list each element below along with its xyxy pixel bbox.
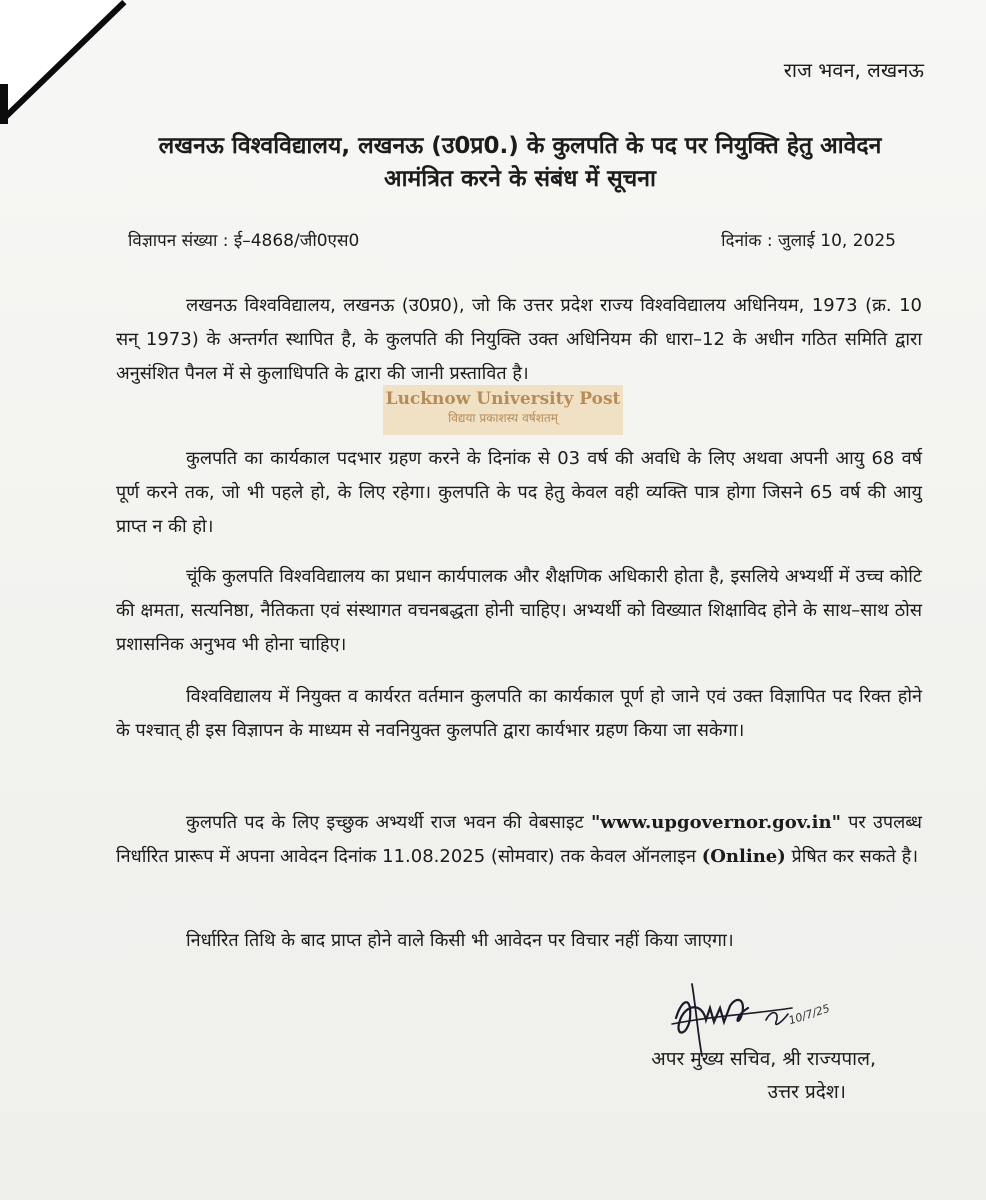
website-link[interactable]: "www.upgovernor.gov.in" xyxy=(590,812,841,833)
paragraph-text: कुलपति पद के लिए इच्छुक अभ्यर्थी राज भवन की वेबसाइट xyxy=(186,812,584,833)
signature-date: 10/7/25 xyxy=(787,1001,832,1028)
paragraph-text: कुलपति का कार्यकाल पदभार ग्रहण करने के दिनांक से 03 वर्ष की अवधि के लिए अथवा अपनी आयु 68 वर्ष पूर्ण करने तक, जो भी पहले हो, के लिए रहेगा। कुलपति के पद हेतु केवल वही व्यक्ति पात्र होगा जिसने 65 वर्ष की आयु प्राप्त न की हो। xyxy=(116,448,922,537)
online-label: (Online) xyxy=(701,846,786,867)
advertisement-number: विज्ञापन संख्या : ई–4868/जी0एस0 xyxy=(128,231,360,251)
paragraph-qualities xyxy=(116,560,922,662)
paragraph-text: पर उपलब्ध निर्धारित प्रारूप में अपना आवेदन दिनांक 11.08.2025 (सोमवार) तक केवल ऑनलाइन xyxy=(116,812,922,867)
paragraph-university-act xyxy=(116,289,922,391)
signatory-title: अपर मुख्य सचिव, श्री राज्यपाल, xyxy=(651,1048,876,1070)
watermark-logo xyxy=(383,385,623,435)
title-line-1: लखनऊ विश्वविद्यालय, लखनऊ (उ0प्र0.) के कुलपति के पद पर नियुक्ति हेतु आवेदन xyxy=(158,133,882,159)
issuing-place: राज भवन, लखनऊ xyxy=(783,58,924,82)
paragraph-text: विश्वविद्यालय में नियुक्त व कार्यरत वर्तमान कुलपति का कार्यकाल पूर्ण हो जाने एवं उक्त विज्ञापित पद रिक्त होने के पश्चात् ही इस विज्ञापन के माध्यम से नवनियुक्त कुलपति द्वारा कार्यभार ग्रहण किया जा सकेगा। xyxy=(116,686,922,741)
notice-title xyxy=(120,130,920,196)
title-line-2: आमंत्रित करने के संबंध में सूचना xyxy=(383,166,656,192)
paragraph-application xyxy=(116,806,922,874)
paragraph-vacancy xyxy=(116,680,922,748)
corner-shadow-edge xyxy=(0,84,8,124)
paragraph-text: प्रेषित कर सकते है। xyxy=(791,846,919,867)
paragraph-tenure xyxy=(116,442,922,544)
paragraph-text: लखनऊ विश्वविद्यालय, लखनऊ (उ0प्र0), जो कि उत्तर प्रदेश राज्य विश्वविद्यालय अधिनियम, 1973 (क्र. 10 सन् 1973) के अन्तर्गत स्थापित है, के कुलपति की नियुक्ति उक्त अधिनियम की धारा–12 के अधीन गठित समिति द्वारा अनुसंशित पैनल में से कुलाधिपति के द्वारा की जानी प्रस्तावित है। xyxy=(116,295,922,384)
paragraph-text: चूंकि कुलपति विश्वविद्यालय का प्रधान कार्यपालक और शैक्षणिक अधिकारी होता है, इसलिये अभ्यर्थी में उच्च कोटि की क्षमता, सत्यनिष्ठा, नैतिकता एवं संस्थागत वचनबद्धता होनी चाहिए। अभ्यर्थी को विख्यात शिक्षाविद होने के साथ–साथ ठोस प्रशासनिक अनुभव भी होना चाहिए। xyxy=(116,566,922,655)
watermark-subtitle: विद्यया प्रकाशस्य वर्षशतम् xyxy=(448,411,558,425)
signatory-state: उत्तर प्रदेश। xyxy=(767,1081,846,1103)
paragraph-deadline-warning: निर्धारित तिथि के बाद प्राप्त होने वाले किसी भी आवेदन पर विचार नहीं किया जाएगा। xyxy=(186,930,734,951)
watermark-title: Lucknow University Post xyxy=(385,389,621,409)
notice-date: दिनांक : जुलाई 10, 2025 xyxy=(721,231,896,251)
